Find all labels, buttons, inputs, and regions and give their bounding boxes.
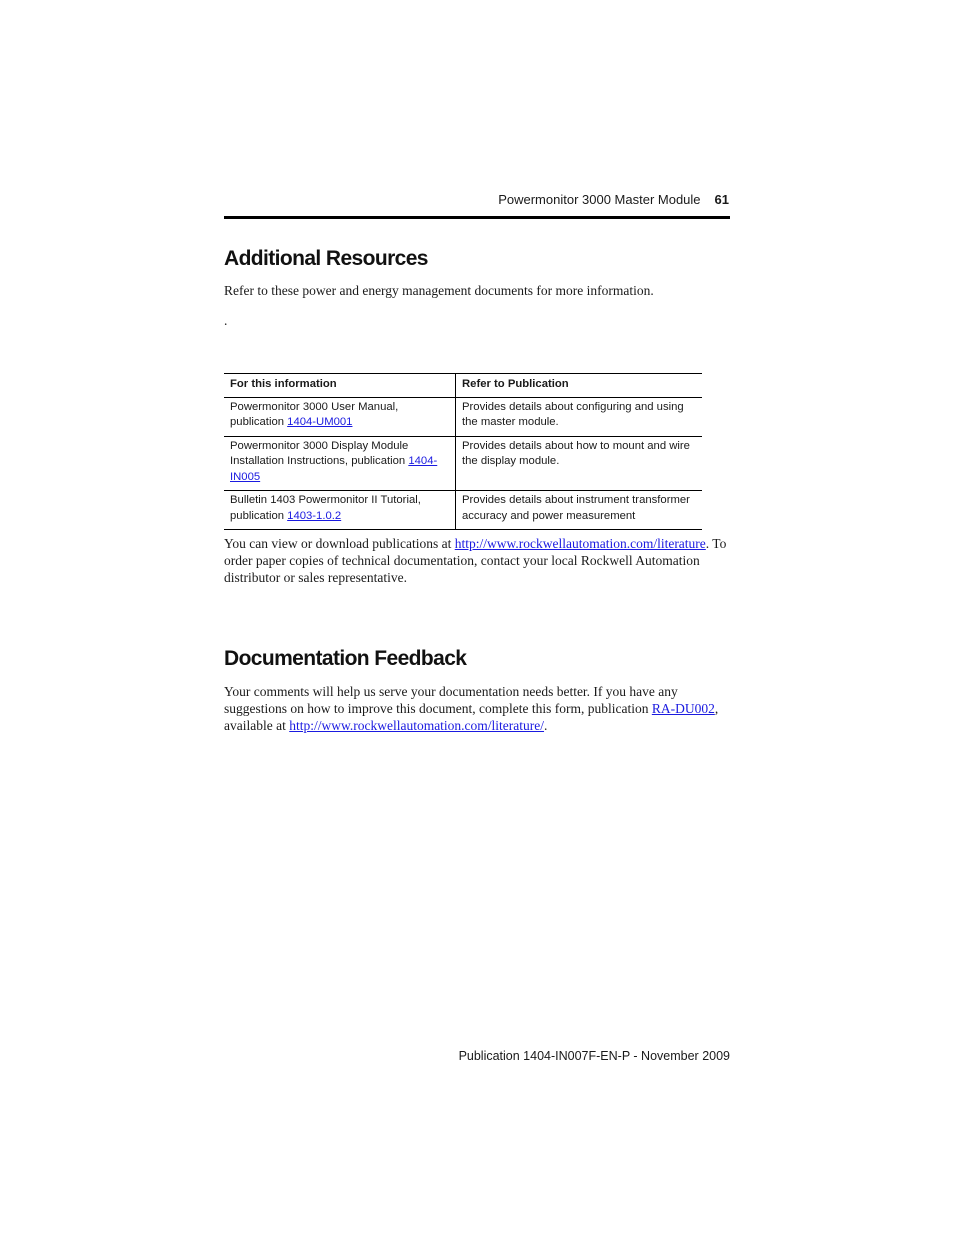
table-cell-info [224, 491, 456, 530]
feedback-literature-link[interactable]: http://www.rockwellautomation.com/literature/ [289, 718, 545, 733]
download-text-start: You can view or download publications at [224, 536, 455, 551]
publication-link-1404-um001[interactable]: 1404-UM001 [287, 416, 353, 428]
publication-link-1403-1-0-2[interactable]: 1403-1.0.2 [287, 509, 342, 522]
publication-link-1404-in005[interactable]: 1404-IN005 [230, 455, 438, 483]
info-text: Powermonitor 3000 Display Module Installation Instructions, publication [230, 439, 409, 467]
table-cell-info [224, 436, 456, 491]
table-cell-description: Provides details about configuring and using the master module. [456, 397, 703, 436]
table-row [224, 436, 702, 491]
additional-resources-intro: Refer to these power and energy management documents for more information. [224, 283, 654, 298]
table-row [224, 397, 702, 436]
feedback-paragraph [224, 683, 730, 734]
table-cell-description: Provides details about how to mount and wire the display module. [456, 436, 703, 491]
page-header [224, 190, 730, 219]
column-header-info: For this information [224, 374, 456, 398]
header-title: Powermonitor 3000 Master Module [498, 192, 701, 207]
table-cell-info [224, 397, 456, 436]
feedback-text-middle: , available at [224, 701, 719, 733]
info-text: Bulletin 1403 Powermonitor II Tutorial, publication [230, 494, 421, 522]
page-footer: Publication 1404-IN007F-EN-P - November 2009 [458, 1049, 730, 1063]
page-number: 61 [714, 192, 729, 207]
stray-period: . [224, 313, 228, 328]
table-header-row [224, 374, 702, 398]
feedback-text-end: . [544, 718, 548, 733]
column-header-publication: Refer to Publication [456, 374, 703, 398]
heading-documentation-feedback: Documentation Feedback [224, 647, 467, 670]
resources-table [224, 373, 702, 530]
download-text-end: . To order paper copies of technical documentation, contact your local Rockwell Automation distributor or sales representative. [224, 536, 727, 585]
heading-additional-resources: Additional Resources [224, 247, 428, 270]
info-text: Powermonitor 3000 User Manual, publication [230, 400, 399, 428]
feedback-text-start: Your comments will help us serve your documentation needs better. If you have any suggestions on how to improve this document, complete this form, publication [224, 684, 678, 716]
download-paragraph [224, 535, 730, 586]
literature-link[interactable]: http://www.rockwellautomation.com/literature [454, 536, 706, 551]
ra-du002-link[interactable]: RA-DU002 [651, 701, 715, 716]
table-cell-description: Provides details about instrument transformer accuracy and power measurement [456, 491, 703, 530]
table-row [224, 491, 702, 530]
